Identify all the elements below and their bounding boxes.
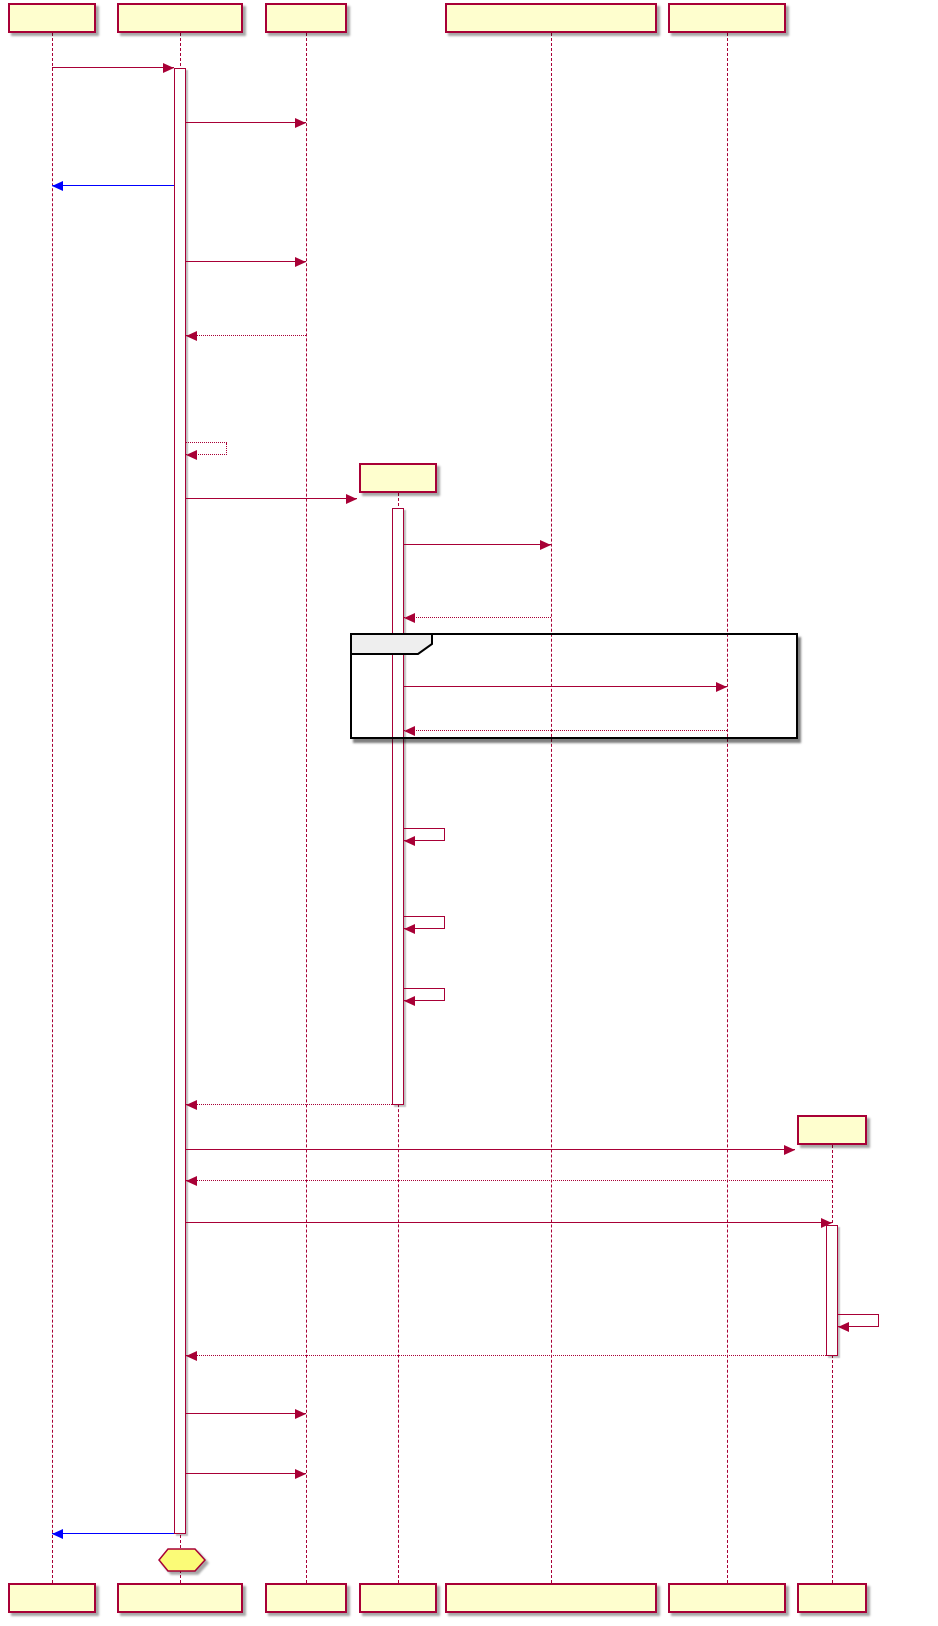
message-line	[52, 1533, 174, 1534]
participant-bottom-box-cdmc	[445, 1583, 657, 1613]
arrowhead-icon	[163, 63, 174, 73]
arrowhead-icon	[404, 996, 415, 1006]
message-line	[838, 1314, 879, 1315]
message-line	[52, 185, 174, 186]
message-line	[186, 1413, 306, 1414]
participant-bottom-box-ceilometer	[668, 1583, 786, 1613]
message-line	[404, 916, 445, 917]
message-line	[186, 335, 306, 336]
message-line	[186, 498, 357, 499]
participant-bottom-box-db	[265, 1583, 347, 1613]
message-line	[186, 442, 227, 443]
lifeline-cdmc	[551, 33, 552, 1583]
message-line	[404, 828, 445, 829]
activation-bar-strategy	[392, 508, 404, 1105]
arrowhead-icon	[52, 181, 63, 191]
message-line	[404, 544, 551, 545]
message-line	[186, 1180, 832, 1181]
arrowhead-icon	[186, 331, 197, 341]
arrowhead-icon	[186, 1351, 197, 1361]
participant-top-box-planner	[797, 1115, 867, 1145]
arrowhead-icon	[186, 450, 197, 460]
arrowhead-icon	[784, 1145, 795, 1155]
participant-top-box-strategy	[359, 463, 437, 493]
participant-top-box-cdmc	[445, 3, 657, 33]
message-line	[404, 988, 445, 989]
message-line	[186, 122, 306, 123]
participant-top-box-engine	[117, 3, 243, 33]
participant-bottom-box-engine	[117, 1583, 243, 1613]
participant-top-box-ceilometer	[668, 3, 786, 33]
participant-bottom-box-strategy	[359, 1583, 437, 1613]
message-line	[186, 1355, 826, 1356]
activation-bar-planner	[826, 1225, 838, 1356]
participant-top-box-amqp	[8, 3, 96, 33]
arrowhead-icon	[716, 682, 727, 692]
arrowhead-icon	[186, 1176, 197, 1186]
arrowhead-icon	[346, 494, 357, 504]
message-line	[186, 1149, 795, 1150]
arrowhead-icon	[52, 1529, 63, 1539]
arrowhead-icon	[295, 1409, 306, 1419]
loop-pentagon-icon	[350, 633, 434, 659]
lifeline-amqp	[52, 33, 53, 1583]
arrowhead-icon	[838, 1322, 849, 1332]
message-line	[52, 67, 174, 68]
message-line	[404, 617, 551, 618]
arrowhead-icon	[295, 1469, 306, 1479]
lifeline-planner	[832, 1145, 833, 1583]
message-line	[186, 261, 306, 262]
activation-bar-engine	[174, 68, 186, 1534]
arrowhead-icon	[186, 1100, 197, 1110]
arrowhead-icon	[295, 257, 306, 267]
lifeline-ceilometer	[727, 33, 728, 1583]
arrowhead-icon	[404, 726, 415, 736]
message-line	[186, 1222, 832, 1223]
arrowhead-icon	[404, 836, 415, 846]
message-line	[186, 1104, 392, 1105]
arrowhead-icon	[821, 1218, 832, 1228]
participant-bottom-box-amqp	[8, 1583, 96, 1613]
message-line	[404, 686, 727, 687]
message-line	[186, 1473, 306, 1474]
arrowhead-icon	[404, 924, 415, 934]
message-line	[404, 730, 727, 731]
arrowhead-icon	[295, 118, 306, 128]
participant-bottom-box-planner	[797, 1583, 867, 1613]
arrowhead-icon	[404, 613, 415, 623]
arrowhead-icon	[540, 540, 551, 550]
participant-top-box-db	[265, 3, 347, 33]
idle-hexagon-icon	[158, 1548, 206, 1576]
